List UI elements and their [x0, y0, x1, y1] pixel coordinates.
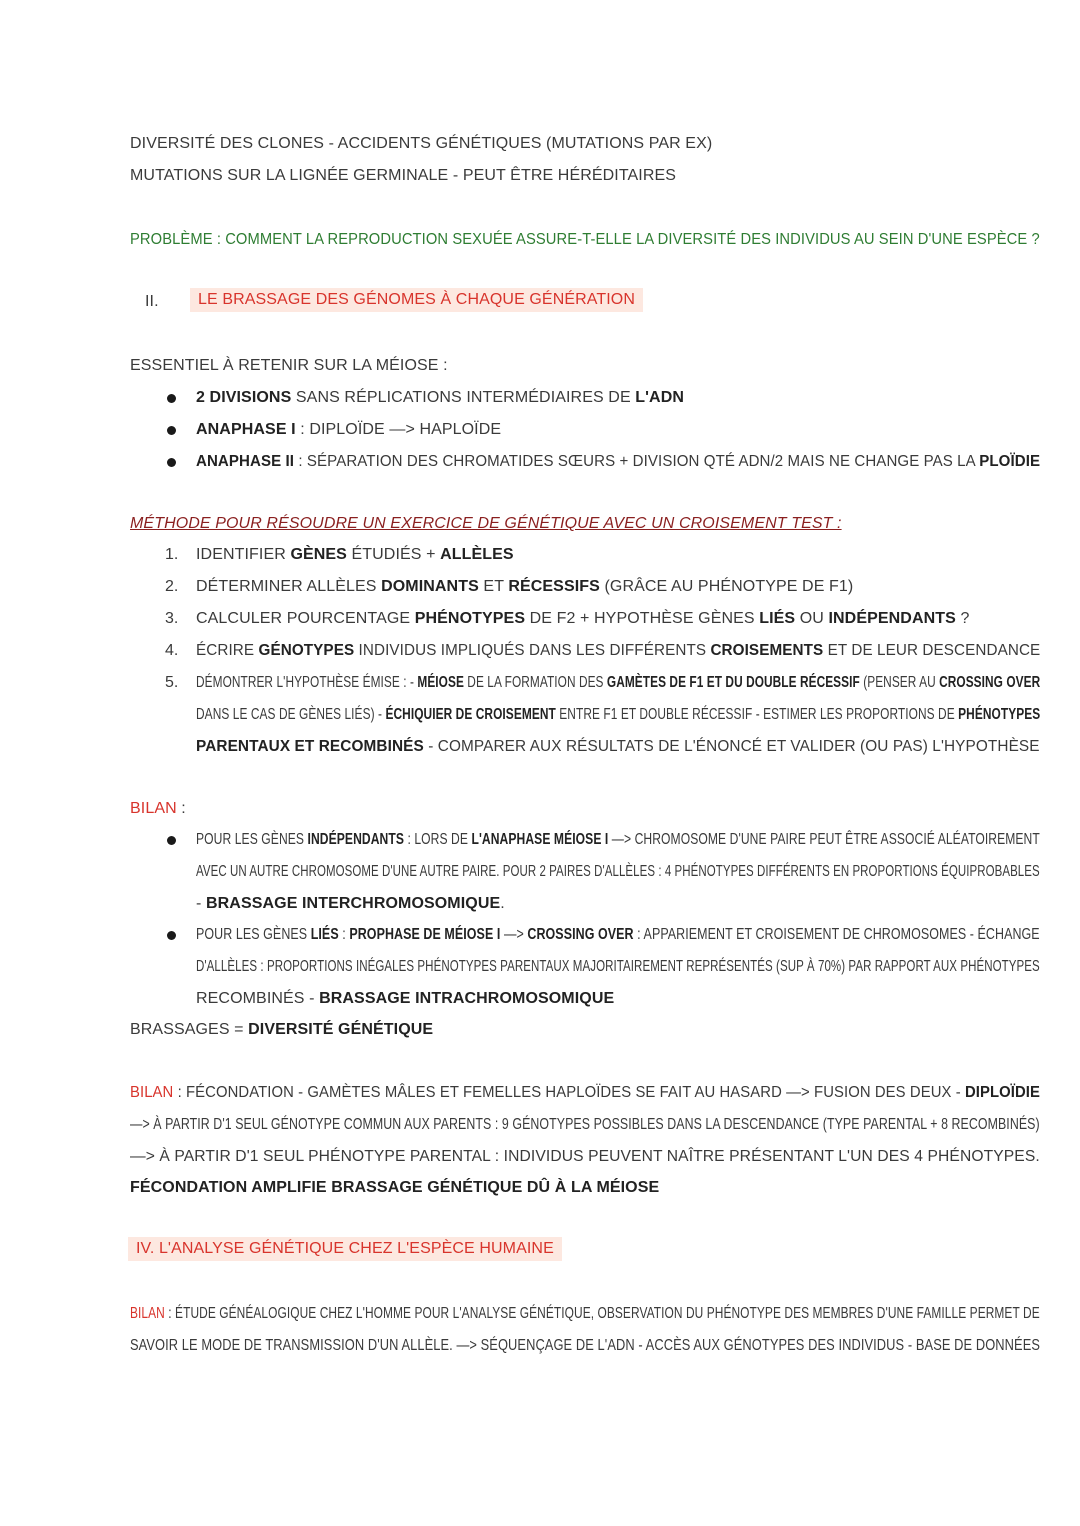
- bold-text: PHÉNOTYPES: [414, 610, 526, 627]
- bilan-1-point-2-line-2: D'ALLÈLES : PROPORTIONS INÉGALES PHÉNOTYPES PARENTAUX MAJORITAIREMENT REPRÉSENTÉS (SUP À 70%) PAR RAPPORT AUX PHÉNOTYPES: [196, 958, 1040, 975]
- bold-text: GÉNOTYPES: [258, 642, 355, 659]
- problem-label: PROBLÈME: [130, 231, 213, 248]
- text: (PENSER AU: [859, 674, 940, 691]
- text: : DIPLOÏDE —> HAPLOÏDE: [295, 421, 502, 438]
- text: DE F2 + HYPOTHÈSE GÈNES: [525, 610, 760, 627]
- bold-text: LIÉS: [310, 926, 339, 943]
- bold-text: PHÉNOTYPES: [958, 706, 1041, 723]
- bold-text: L'ADN: [635, 389, 685, 406]
- bold-text: INDÉPENDANTS: [828, 610, 956, 627]
- bold-text: GAMÈTES DE F1 ET DU DOUBLE RÉCESSIF: [606, 674, 860, 691]
- bilan-3-line-2: SAVOIR LE MODE DE TRANSMISSION D'UN ALLÈLE. —> SÉQUENÇAGE DE L'ADN - ACCÈS AUX GÉNOTYPES DES INDIVIDUS - BASE DE DONNÉES: [130, 1337, 1041, 1354]
- method-heading: MÉTHODE POUR RÉSOUDRE UN EXERCICE DE GÉNÉTIQUE AVEC UN CROISEMENT TEST :: [130, 515, 842, 532]
- bilan-label: BILAN: [130, 800, 177, 817]
- text: —>: [500, 926, 528, 943]
- bold-text: L'ANAPHASE MÉIOSE I: [471, 831, 609, 848]
- bilan-label: BILAN: [130, 1084, 174, 1101]
- bold-text: ANAPHASE I: [196, 421, 296, 438]
- bold-text: PARENTAUX ET RECOMBINÉS: [196, 738, 424, 755]
- bold-text: RÉCESSIFS: [508, 578, 600, 595]
- step-number: 5.: [165, 674, 179, 691]
- bold-text: LIÉS: [759, 610, 796, 627]
- bilan-1-point-2-line-3: [196, 990, 614, 1008]
- intro-line-2: MUTATIONS SUR LA LIGNÉE GERMINALE - PEUT ÊTRE HÉRÉDITAIRES: [130, 167, 677, 184]
- bilan-label: BILAN: [130, 1305, 165, 1322]
- bilan-1-point-1-line-1: [196, 831, 1040, 849]
- meiosis-heading: ESSENTIEL À RETENIR SUR LA MÉIOSE :: [130, 357, 448, 374]
- text: RECOMBINÉS -: [196, 990, 320, 1007]
- text: : SÉPARATION DES CHROMATIDES SŒURS + DIVISION QTÉ ADN/2 MAIS NE CHANGE PAS LA: [294, 453, 980, 470]
- bold-text: BRASSAGE INTERCHROMOSOMIQUE: [205, 895, 501, 912]
- step-number: 1.: [165, 546, 179, 563]
- text: DÉMONTRER L'HYPOTHÈSE ÉMISE : -: [196, 674, 418, 691]
- section-2-title: LE BRASSAGE DES GÉNOMES À CHAQUE GÉNÉRATION: [190, 288, 643, 312]
- bilan-1-point-1-line-3: [196, 895, 505, 913]
- step-number: 3.: [165, 610, 179, 627]
- text: :: [338, 926, 350, 943]
- bold-text: PLOÏDIE: [979, 453, 1041, 470]
- text: : FÉCONDATION - GAMÈTES MÂLES ET FEMELLES HAPLOÏDES SE FAIT AU HASARD —> FUSION DES DEUX -: [173, 1084, 965, 1101]
- bold-text: BRASSAGE INTRACHROMOSOMIQUE: [319, 990, 615, 1007]
- text: :: [176, 800, 186, 817]
- method-step-1: [196, 546, 514, 564]
- bold-text: ALLÈLES: [440, 546, 514, 563]
- bold-text: PROPHASE DE MÉIOSE I: [349, 926, 501, 943]
- bilan-2-line-3: —> À PARTIR D'1 SEUL PHÉNOTYPE PARENTAL : INDIVIDUS PEUVENT NAÎTRE PRÉSENTANT L'UN DES 4 PHÉNOTYPES.: [130, 1148, 1040, 1165]
- meiosis-point-1: [196, 389, 684, 407]
- text: .: [500, 895, 505, 912]
- text: ET DE LEUR DESCENDANCE: [823, 642, 1041, 659]
- text: : APPARIEMENT ET CROISEMENT DE CHROMOSOMES - ÉCHANGE: [633, 926, 1040, 943]
- method-step-4: [196, 642, 1040, 660]
- text: : ÉTUDE GÉNÉALOGIQUE CHEZ L'HOMME POUR L'ANALYSE GÉNÉTIQUE, OBSERVATION DU PHÉNOTYPE DES MEMBRES D'UNE FAMILLE PERMET DE: [164, 1305, 1040, 1322]
- method-step-5-line-3: [196, 738, 1040, 756]
- bold-text: GÈNES: [290, 546, 347, 563]
- text: ?: [955, 610, 970, 627]
- text: CALCULER POURCENTAGE: [196, 610, 415, 627]
- bold-text: DOMINANTS: [381, 578, 479, 595]
- text: IDENTIFIER: [196, 546, 291, 563]
- bilan-1-heading: [130, 800, 186, 818]
- text: BRASSAGES =: [130, 1021, 249, 1038]
- meiosis-point-2: [196, 421, 501, 439]
- bilan-1-point-1-line-2: AVEC UN AUTRE CHROMOSOME D'UNE AUTRE PAIRE. POUR 2 PAIRES D'ALLÈLES : 4 PHÉNOTYPES DIFFÉRENTS EN PROPORTIONS ÉQUIPROBABLES: [196, 863, 1040, 880]
- bold-text: ÉCHIQUIER DE CROISEMENT: [385, 706, 556, 723]
- method-step-2: [196, 578, 853, 596]
- bullet-icon: [167, 931, 176, 940]
- bold-text: 2 DIVISIONS: [196, 389, 292, 406]
- method-step-3: [196, 610, 969, 628]
- bilan-3-line-1: [130, 1305, 1040, 1323]
- text: POUR LES GÈNES: [196, 926, 311, 943]
- problem-statement: [130, 231, 1040, 249]
- bold-text: CROISEMENTS: [710, 642, 824, 659]
- section-4-title: IV. L'ANALYSE GÉNÉTIQUE CHEZ L'ESPÈCE HUMAINE: [128, 1237, 562, 1261]
- step-number: 4.: [165, 642, 179, 659]
- bilan-2-line-4: FÉCONDATION AMPLIFIE BRASSAGE GÉNÉTIQUE DÛ À LA MÉIOSE: [130, 1179, 660, 1196]
- bilan-1-point-2-line-1: [196, 926, 1040, 944]
- text: INDIVIDUS IMPLIQUÉS DANS LES DIFFÉRENTS: [354, 642, 711, 659]
- text: SANS RÉPLICATIONS INTERMÉDIAIRES DE: [291, 389, 636, 406]
- meiosis-point-3: [196, 453, 1040, 471]
- text: (GRÂCE AU PHÉNOTYPE DE F1): [599, 578, 854, 595]
- method-step-5-line-2: [196, 706, 1040, 724]
- text: —> CHROMOSOME D'UNE PAIRE PEUT ÊTRE ASSOCIÉ ALÉATOIREMENT: [608, 831, 1040, 848]
- step-number: 2.: [165, 578, 179, 595]
- intro-line-1: DIVERSITÉ DES CLONES - ACCIDENTS GÉNÉTIQUES (MUTATIONS PAR EX): [130, 135, 713, 152]
- text: ET: [478, 578, 509, 595]
- text: - COMPARER AUX RÉSULTATS DE L'ÉNONCÉ ET VALIDER (OU PAS) L'HYPOTHÈSE: [423, 738, 1040, 755]
- text: DÉTERMINER ALLÈLES: [196, 578, 382, 595]
- text: POUR LES GÈNES: [196, 831, 308, 848]
- bilan-2-line-2: —> À PARTIR D'1 SEUL GÉNOTYPE COMMUN AUX PARENTS : 9 GÉNOTYPES POSSIBLES DANS LA DESCENDANCE (TYPE PARENTAL + 8 RECOMBINÉS): [130, 1116, 1040, 1133]
- section-2-number: II.: [145, 293, 159, 310]
- bullet-icon: [167, 394, 176, 403]
- text: DANS LE CAS DE GÈNES LIÉS) -: [196, 706, 386, 723]
- text: -: [196, 895, 206, 912]
- text: OU: [795, 610, 829, 627]
- text: DE LA FORMATION DES: [463, 674, 607, 691]
- bold-text: ANAPHASE II: [196, 453, 295, 470]
- bold-text: CROSSING OVER: [527, 926, 634, 943]
- bold-text: INDÉPENDANTS: [307, 831, 404, 848]
- bullet-icon: [167, 836, 176, 845]
- bold-text: DIVERSITÉ GÉNÉTIQUE: [248, 1021, 434, 1038]
- bold-text: MÉIOSE: [417, 674, 464, 691]
- text: ENTRE F1 ET DOUBLE RÉCESSIF - ESTIMER LES PROPORTIONS DE: [555, 706, 959, 723]
- bilan-2-line-1: [130, 1084, 1040, 1102]
- bold-text: DIPLOÏDIE: [964, 1084, 1041, 1101]
- bullet-icon: [167, 426, 176, 435]
- problem-text: : COMMENT LA REPRODUCTION SEXUÉE ASSURE-T-ELLE LA DIVERSITÉ DES INDIVIDUS AU SEIN D'UNE ESPÈCE ?: [212, 231, 1040, 248]
- text: ÉTUDIÉS +: [346, 546, 441, 563]
- bold-text: CROSSING OVER: [939, 674, 1041, 691]
- text: : LORS DE: [403, 831, 472, 848]
- method-step-5-line-1: [196, 674, 1040, 692]
- text: ÉCRIRE: [196, 642, 259, 659]
- bullet-icon: [167, 458, 176, 467]
- bilan-1-summary: [130, 1021, 433, 1039]
